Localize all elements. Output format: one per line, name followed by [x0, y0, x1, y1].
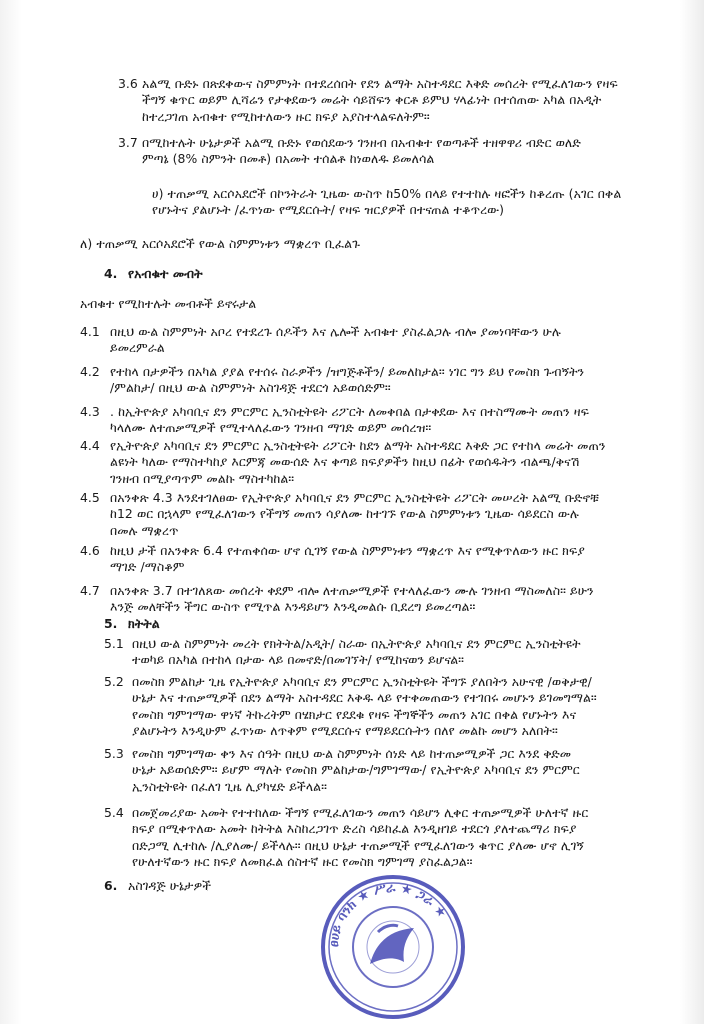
section-heading: ክትትል: [128, 616, 160, 631]
clause-line: . ከኢትዮጵያ አካባቢና ደን ምርምር ኢንስቲትዩት ሪፖርት ለመቀበል በታቀደው እና በተስማሙት መጠን ዛፍ: [110, 404, 589, 419]
clause-line: እንጅ መለቸችን ችግር ውስጥ የሚጥል እንዳይሆን እንዲመልሱ ቢደረግ ይመረጣል።: [110, 599, 476, 615]
paragraph-line: አልሚ ቡድኑ በጽደቀውና ስምምነት በተደረሰበት የደን ልማት አስተዳደር እቅድ መሰረት የሚፈለገውን የዛፍ: [142, 76, 618, 91]
clause-line: በዚህ ውል ስምምነት አቦረ የተደረጉ ሰዶችን እና ሌሎች አብቁተ ያስፈልጋሉ ብሎ ያመነባቸውን ሁሉ: [110, 324, 561, 339]
clause-line: በመስክ ምልከታ ጊዜ የኢትዮጵያ አካባቢና ደን ምርምር ኢንስቲትዩት ችግኙ ያለበትን አሁናዊ /ወቅታዊ/: [132, 674, 592, 689]
section-heading-number: 5.: [104, 616, 118, 631]
clause-line: ሁኔታ እና ተጠቃሚዎች በደን ልማት አስተዳደር እቅዱ ላይ የተቀመጠውን የተገበሩ መሆኑን ይገመግማል።: [132, 690, 597, 706]
clause-line: የመስክ ግምገማው ቀን እና ሰዓት በዚህ ውል ስምምነት ሰነድ ላይ ከተጠቃሚዎች ጋር እንደ ቅድመ: [132, 746, 572, 761]
clause-line: ተወካይ በአካል በተከላ በታው ላይ በመኖድ/በመገኘት/ የሚከናወን ይሆናል።: [132, 652, 465, 668]
clause-line: ክፍያ በሚቀጥለው አመት ከትትል እስከረጋገጥ ድረስ ሳይከፈል እንዲዘገይ ተደርጎ ያለተጨማሪ ክፍያ: [132, 821, 577, 837]
clause-number: 4.7: [80, 583, 100, 598]
clause-number: 4.3: [80, 404, 100, 419]
clause-number: 4.1: [80, 324, 100, 339]
clause-line: በድጋሚ ሊተከሉ /ሊያለሙ/ ይችላሉ። በዚህ ሁኔታ ተጠቃሚች የሚፈለገውን ቁጥር ያለሙ ሆኖ ሊገኝ: [132, 837, 584, 853]
clause-number: 4.6: [80, 543, 100, 558]
sub-item-line: ለ) ተጠቃሚ አርሶአደሮች የውል ስምምነቱን ማቋረጥ ቢፈልጉ: [80, 236, 360, 251]
clause-line: ኢንስቲትዩት በፈለገ ጊዜ ሊያካሄድ ይችላል።: [132, 778, 327, 794]
bank-stamp-seal: [318, 872, 468, 1022]
clause-number: 4.5: [80, 490, 100, 505]
sub-item-line: የሆኑትና ያልሆኑት /ፈጥነው የሚደርሱት/ የዛፍ ዝርያዎች በተናጠል ተቆጥረው): [152, 202, 505, 218]
paragraph-line: ችግኝ ቁጥር ወይም ሊሻሬን የታቀደውን መሬት ሳይሸፍን ቀርቶ ይምህ ሃላፊነት በተሰጠው አካል በአዲት: [142, 92, 602, 108]
clause-line: ሁኔታ አይወሰድም። ይሆም ማለት የመስክ ምልከታው/ግምገማው/ የኢትዮጵያ አካባቢና ደን ምርምር: [132, 762, 580, 778]
section-heading-number: 6.: [104, 878, 118, 893]
section-intro: አብቁተ የሚከተሉት መብቶች ይኖሩታል: [80, 296, 257, 311]
clause-line: በመጀመሪያው አመት የተተከለው ችግኝ የሚፈለገውን መጠን ሳይሆን ሊቀር ተጠቃሚዎች ሁለተኛ ዙር: [132, 805, 589, 820]
clause-line: በዚህ ውል ስምምነት መረት የክትትል/አዲት/ ስራው በኢትዮጵያ አካባቢና ደን ምርምር ኢንስቲትዩት: [132, 636, 581, 651]
clause-line: የኢትዮጵያ አካባቢና ደን ምርምር ኢንስቲትዩት ሪፖርት ከደን ልማት አስተዳደር እቅድ ጋር የተከላ መሬት መጠን: [110, 438, 606, 453]
clause-line: የመስክ ግምገማው ዋነኛ ትኩረትም በሄክታር የደደቁ የዛፍ ችግኞችን መጠን አገር በቀል የሆኑትን እና: [132, 706, 577, 722]
clause-number: 4.2: [80, 364, 100, 379]
clause-line: የተከላ በታዎችን በአካል ያያል የተሰሩ ስራዎችን /ዝግጅቶችን/ ይመለከታል። ነገር ግን ይህ የመስክ ጉብኝትን: [110, 364, 585, 379]
stamp-ring-text: ፀሀይ ባንክ ★ ሥራ ★ ጋራ ★: [326, 880, 450, 948]
section-number: 3.7: [118, 135, 138, 150]
clause-number: 5.2: [104, 674, 124, 689]
clause-line: ከ12 ወር በኋላም የሚፈለገውን የችግኝ መጠን ሳያለሙ ከተገኙ የውል ስምምነቱን ጊዜው ሳይደርስ ውሉ: [110, 506, 579, 522]
clause-line: በመሉ ማቋረጥ: [110, 522, 179, 538]
clause-line: ይመረምራል: [110, 340, 165, 356]
clause-line: ካላለሙ ለተጠቃሚዎች የሚተላለፈውን ገንዘብ ማገድ ወይም መሰረዝ።: [110, 420, 432, 436]
clause-line: ገንዘብ በሚያጣጥም መልኩ ማስተካከል።: [110, 470, 295, 486]
clause-line: ማገድ /ማስቆም: [110, 559, 185, 575]
section-heading: አስገዳጅ ሁኔታዎች: [128, 878, 212, 893]
clause-line: በአንቀጽ 3.7 በተገለጸው መሰረት ቀደም ብሎ ለተጠቃሚዎች የተላለፈውን ሙሉ ገንዘብ ማስመለስ። ይሁን: [110, 583, 594, 598]
clause-number: 5.3: [104, 746, 124, 761]
clause-line: ልዩነት ካለው የማስተካከያ እርምጃ መውሰድ እና ቀጣይ ክፍያዎችን ከዚህ በፊት የወሰዱትን ብልጫ/ቅናሽ: [110, 454, 580, 470]
clause-line: የሁለተኛውን ዙር ክፍያ ለመክፈል ሰስተኛ ዙር የመስክ ግምገማ ያስፈልጋል።: [132, 853, 473, 869]
paragraph-line: በሚከተሉት ሁኔታዎች አልሚ ቡድኑ የወሰደውን ገንዘብ በአብቁተ የወጣቶች ተዘዋዋሪ ብድር ወለድ: [142, 135, 581, 150]
clause-number: 5.1: [104, 636, 124, 651]
section-heading-number: 4.: [104, 266, 118, 281]
clause-line: ከዚህ ታች በአንቀጽ 6.4 የተጠቀሰው ሆኖ ሲገኝ የውል ስምምነቱን ማቋረጥ እና የሚቀጥለውን ዙር ክፍያ: [110, 543, 585, 558]
clause-number: 5.4: [104, 805, 124, 820]
clause-line: በአንቀጽ 4.3 እንደተገለፀው የኢትዮጵያ አካባቢና ደን ምርምር ኢንስቲትዩት ሪፖርት መሠረት አልሚ ቡድኖቹ: [110, 490, 599, 505]
paragraph-line: ከተረጋገጠ አብቁተ የሚከተለውን ዙር ክፍያ አያስተላልፍለትም።: [142, 108, 430, 124]
clause-number: 4.4: [80, 438, 100, 453]
section-number: 3.6: [118, 76, 138, 91]
clause-line: ያልሆኑትን እንዲሁም ፈጥነው ለጥቅም የሚደርሱና የማይደርሱትን በለየ መልኩ መሆን አለበት።: [132, 722, 558, 738]
clause-line: /ምልከታ/ በዚህ ውል ስምምነት አስገዳጅ ተደርጎ አይወሰድም።: [110, 380, 391, 396]
sub-item-line: ሀ) ተጠቃሚ አርሶአደሮች በኮንትራት ጊዜው ውስጥ ከ50% በላይ የተተከሉ ዛፎችን ከቆረጡ (አገር በቀል: [152, 186, 622, 201]
stamp-emblem-icon: [370, 928, 414, 964]
paragraph-line: ምጣኔ (8% ስምንት በመቶ) በአመት ተሰልቶ ከነወለዱ ይመለሳል: [142, 151, 435, 167]
section-heading: የአብቁተ መብት: [128, 266, 203, 281]
